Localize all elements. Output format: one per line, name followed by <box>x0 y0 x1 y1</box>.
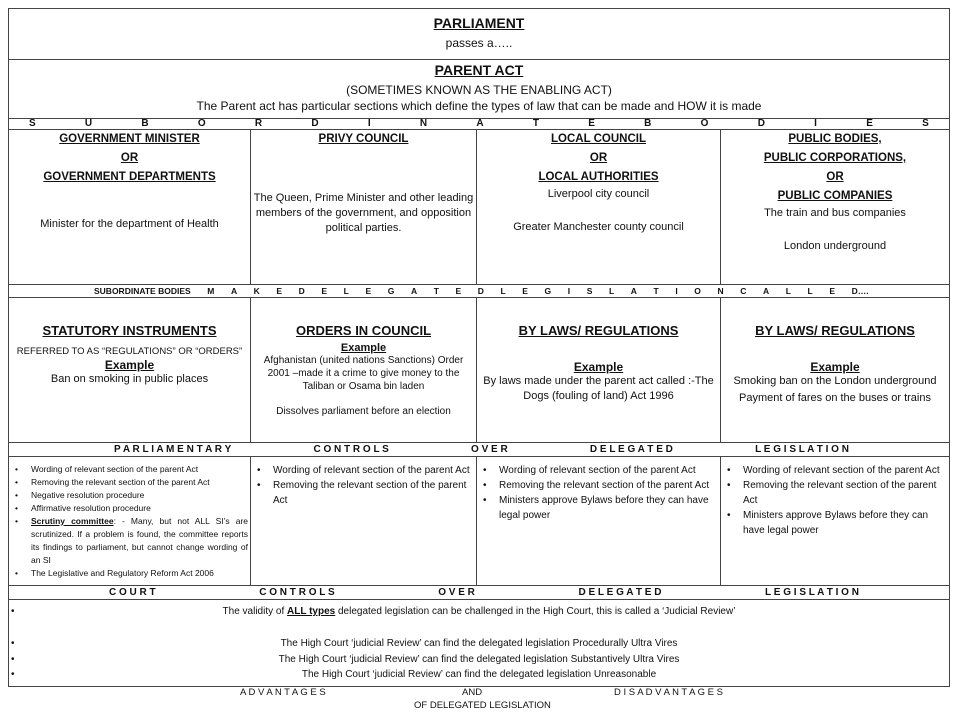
legislation-title: BY LAWS/ REGULATIONS <box>518 323 679 338</box>
control-item: • Negative resolution procedure <box>21 489 250 502</box>
parent-act-title: PARENT ACT <box>434 62 524 78</box>
body-example-text: Liverpool city council <box>547 188 650 200</box>
banner-word: C O N T R O L S <box>259 587 335 598</box>
by-laws-public-cell <box>721 298 949 406</box>
advantages-label: A D V A N T A G E S <box>240 687 326 698</box>
control-item: • Wording of relevant section of the parent Act <box>21 463 250 476</box>
control-item: • Wording of relevant section of the parent Act <box>733 463 949 478</box>
banner-letter: A <box>630 286 637 296</box>
banner-word: D E L E G A T E D <box>589 444 673 455</box>
legislation-example-text: Afghanistan (united nations Sanctions) Order 2001 –made it a crime to give money to the Taliban or Osama bin laden <box>263 355 464 392</box>
banner-letter: A <box>476 118 484 129</box>
example-label: Example <box>340 342 387 354</box>
body-heading: GOVERNMENT MINISTER <box>59 133 200 145</box>
statutory-instruments-cell <box>9 298 250 387</box>
legislation-example-text: Ban on smoking in public places <box>50 373 209 385</box>
banner-letter: E <box>829 286 835 296</box>
bodies-row <box>8 129 950 285</box>
court-line: • The High Court ‘judicial Review’ can find the delegated legislation Substantively Ultra Vires <box>11 654 680 665</box>
legislation-example-text-2: Dissolves parliament before an election <box>276 406 451 417</box>
banner-letter: C <box>740 286 747 296</box>
banner-letter: U <box>84 118 93 129</box>
body-example-text: Greater Manchester county council <box>513 221 684 233</box>
controls-col-orders <box>251 463 476 508</box>
banner-letter: D…. <box>851 286 869 296</box>
banner-letter: S <box>29 118 36 129</box>
banner-letter: O <box>197 118 206 129</box>
banner-letter: B <box>141 118 149 129</box>
banner-letter: N <box>717 286 724 296</box>
court-controls-banner <box>8 585 950 600</box>
of-delegated-legislation-label: OF DELEGATED LEGISLATION <box>414 700 551 711</box>
make-delegated-banner <box>8 284 950 298</box>
banner-letter: L <box>609 286 615 296</box>
parliament-box <box>8 8 950 60</box>
example-label: Example <box>810 360 860 374</box>
legislation-row <box>8 297 950 443</box>
banner-letter: L <box>807 286 813 296</box>
banner-letter: K <box>253 286 260 296</box>
controls-col-bylaws-public <box>721 463 949 538</box>
body-government-minister <box>9 130 250 232</box>
parent-act-description: The Parent act has particular sections which define the types of law that can be made and HOW it is made <box>196 99 762 113</box>
and-label: AND <box>462 687 483 698</box>
banner-letter: A <box>230 286 238 296</box>
banner-letter: O <box>700 118 709 129</box>
body-heading: PRIVY COUNCIL <box>318 133 409 145</box>
banner-letter: N <box>419 118 428 129</box>
banner-letter: I <box>367 118 371 129</box>
banner-word: P A R L I A M E N T A R Y <box>114 444 232 455</box>
banner-letter: A <box>410 286 418 296</box>
banner-word: D E L E G A T E D <box>578 587 662 598</box>
body-privy-council <box>251 130 476 236</box>
body-heading: PUBLIC COMPANIES <box>777 190 893 202</box>
body-heading: LOCAL COUNCIL <box>551 133 646 145</box>
example-label: Example <box>573 360 624 374</box>
banner-letter: E <box>522 286 528 296</box>
banner-letter: T <box>433 286 439 296</box>
disadvantages-label: D I S A D V A N T A G E S <box>614 687 723 698</box>
orders-in-council-cell <box>251 298 476 418</box>
footer-advantages <box>0 687 960 717</box>
court-controls-box <box>8 599 950 687</box>
parent-act-box <box>8 59 950 119</box>
control-item: • Wording of relevant section of the parent Act <box>489 463 720 478</box>
controls-col-si <box>9 463 250 580</box>
court-line: • The High Court ‘judicial Review’ can find the delegated legislation Procedurally Ultra Vires <box>11 638 678 649</box>
banner-letter: I <box>814 118 817 129</box>
banner-word: O V E R <box>438 587 475 598</box>
banner-letter: A <box>762 286 770 296</box>
banner-letter: L <box>500 286 506 296</box>
court-line-1-a: The validity of <box>222 606 288 617</box>
body-heading: OR <box>826 171 844 183</box>
court-line-text: The High Court ‘judicial Review’ can find the delegated legislation Substantively Ultra Vires <box>278 654 680 665</box>
banner-letter: S <box>922 118 929 129</box>
court-line-1: • The validity of ALL types delegated legislation can be challenged in the High Court, this is called a ‘Judicial Review’ <box>11 606 736 617</box>
court-line: • The High Court ‘judicial Review’ can find the delegated legislation Unreasonable <box>11 669 657 680</box>
by-laws-local-cell <box>477 298 720 404</box>
control-item: • Removing the relevant section of the parent Act <box>21 476 250 489</box>
banner-letter: I <box>675 286 678 296</box>
banner-letter: G <box>544 286 552 296</box>
control-item: • The Legislative and Regulatory Reform Act 2006 <box>21 567 250 580</box>
legislation-title: STATUTORY INSTRUMENTS <box>42 323 217 338</box>
control-item: • Ministers approve Bylaws before they can have legal power <box>489 493 720 523</box>
body-heading: PUBLIC BODIES, <box>788 133 882 145</box>
control-item: • Wording of relevant section of the parent Act <box>263 463 476 478</box>
banner-word: O V E R <box>471 444 508 455</box>
legislation-title: BY LAWS/ REGULATIONS <box>755 323 915 338</box>
parent-act-subtitle: (SOMETIMES KNOWN AS THE ENABLING ACT) <box>346 83 612 97</box>
banner-letter: L <box>785 286 791 296</box>
banner-letter: E <box>455 286 462 296</box>
banner-letter: T <box>532 118 539 129</box>
court-line-text: The High Court ‘judicial Review’ can find the delegated legislation Unreasonable <box>301 669 657 680</box>
body-example-text: London underground <box>783 240 887 252</box>
banner-letter: D <box>477 286 484 296</box>
control-item: • Removing the relevant section of the parent Act <box>263 478 476 508</box>
banner-letter: E <box>588 118 595 129</box>
banner-letter: D <box>311 118 319 129</box>
control-item: • Affirmative resolution procedure <box>21 502 250 515</box>
banner-letter: SUBORDINATE BODIES <box>94 286 191 296</box>
body-local-council <box>477 130 720 235</box>
body-example-text: Minister for the department of Health <box>40 218 219 230</box>
court-line-text: The High Court ‘judicial Review’ can find the delegated legislation Procedurally Ultra Vires <box>280 638 678 649</box>
body-heading: PUBLIC CORPORATIONS, <box>763 152 907 164</box>
scrutiny-label: Scrutiny committee <box>31 516 114 526</box>
control-item: • Ministers approve Bylaws before they can have legal power <box>733 508 949 538</box>
banner-letter: T <box>653 286 659 296</box>
body-heading: OR <box>589 152 608 164</box>
body-public-bodies <box>721 130 949 254</box>
banner-letter: M <box>207 286 215 296</box>
legislation-example-text: Smoking ban on the London underground <box>733 375 937 387</box>
banner-word: L E G I S L A T I O N <box>765 587 859 598</box>
banner-letter: G <box>387 286 395 296</box>
control-item: • Removing the relevant section of the parent Act <box>489 478 720 493</box>
parliamentary-controls-row <box>8 456 950 586</box>
banner-letter: R <box>254 118 263 129</box>
banner-word: L E G I S L A T I O N <box>755 444 849 455</box>
scrutiny-text: : - Many, but not ALL SI’s are scrutinized. If a problem is found, the committee reports its findings to parliament, but cannot change wording of an SI <box>31 516 249 565</box>
banner-letter: I <box>567 286 571 296</box>
banner-letter: B <box>644 118 652 129</box>
banner-letter: E <box>866 118 873 129</box>
banner-word: C O N T R O L S <box>313 444 389 455</box>
example-label: Example <box>104 358 155 372</box>
legislation-title: ORDERS IN COUNCIL <box>295 323 432 338</box>
control-item: • Removing the relevant section of the parent Act <box>733 478 949 508</box>
legislation-subtitle: REFERRED TO AS “REGULATIONS” OR “ORDERS” <box>16 346 243 357</box>
banner-letter: E <box>276 286 283 296</box>
banner-letter: O <box>694 286 701 296</box>
body-example-text: The train and bus companies <box>764 207 906 219</box>
parliamentary-controls-banner <box>8 442 950 457</box>
banner-letter: D <box>298 286 305 296</box>
parliament-title: PARLIAMENT <box>433 15 525 31</box>
banner-word: C O U R T <box>109 587 156 598</box>
controls-col-bylaws-local <box>477 463 720 523</box>
body-heading: OR <box>120 152 139 164</box>
court-line-1-b: ALL types <box>287 606 336 617</box>
legislation-example-text-2: Payment of fares on the buses or trains <box>739 392 931 404</box>
parliament-subtitle: passes a….. <box>445 36 513 50</box>
body-heading: GOVERNMENT DEPARTMENTS <box>43 171 216 183</box>
body-heading: LOCAL AUTHORITIES <box>538 171 659 183</box>
control-item-scrutiny <box>21 515 250 567</box>
banner-letter: E <box>365 286 372 296</box>
body-example-text: The Queen, Prime Minister and other leading members of the government, and opposition political parties. <box>253 192 474 234</box>
legislation-example-text: By laws made under the parent act called :-The Dogs (fouling of land) Act 1996 <box>483 375 714 402</box>
banner-letter: L <box>343 286 349 296</box>
banner-letter: S <box>586 286 593 296</box>
banner-letter: D <box>757 118 765 129</box>
banner-letter: E <box>321 286 328 296</box>
court-line-1-c: delegated legislation can be challenged in the High Court, this is called a ‘Judicial Review’ <box>335 606 736 617</box>
